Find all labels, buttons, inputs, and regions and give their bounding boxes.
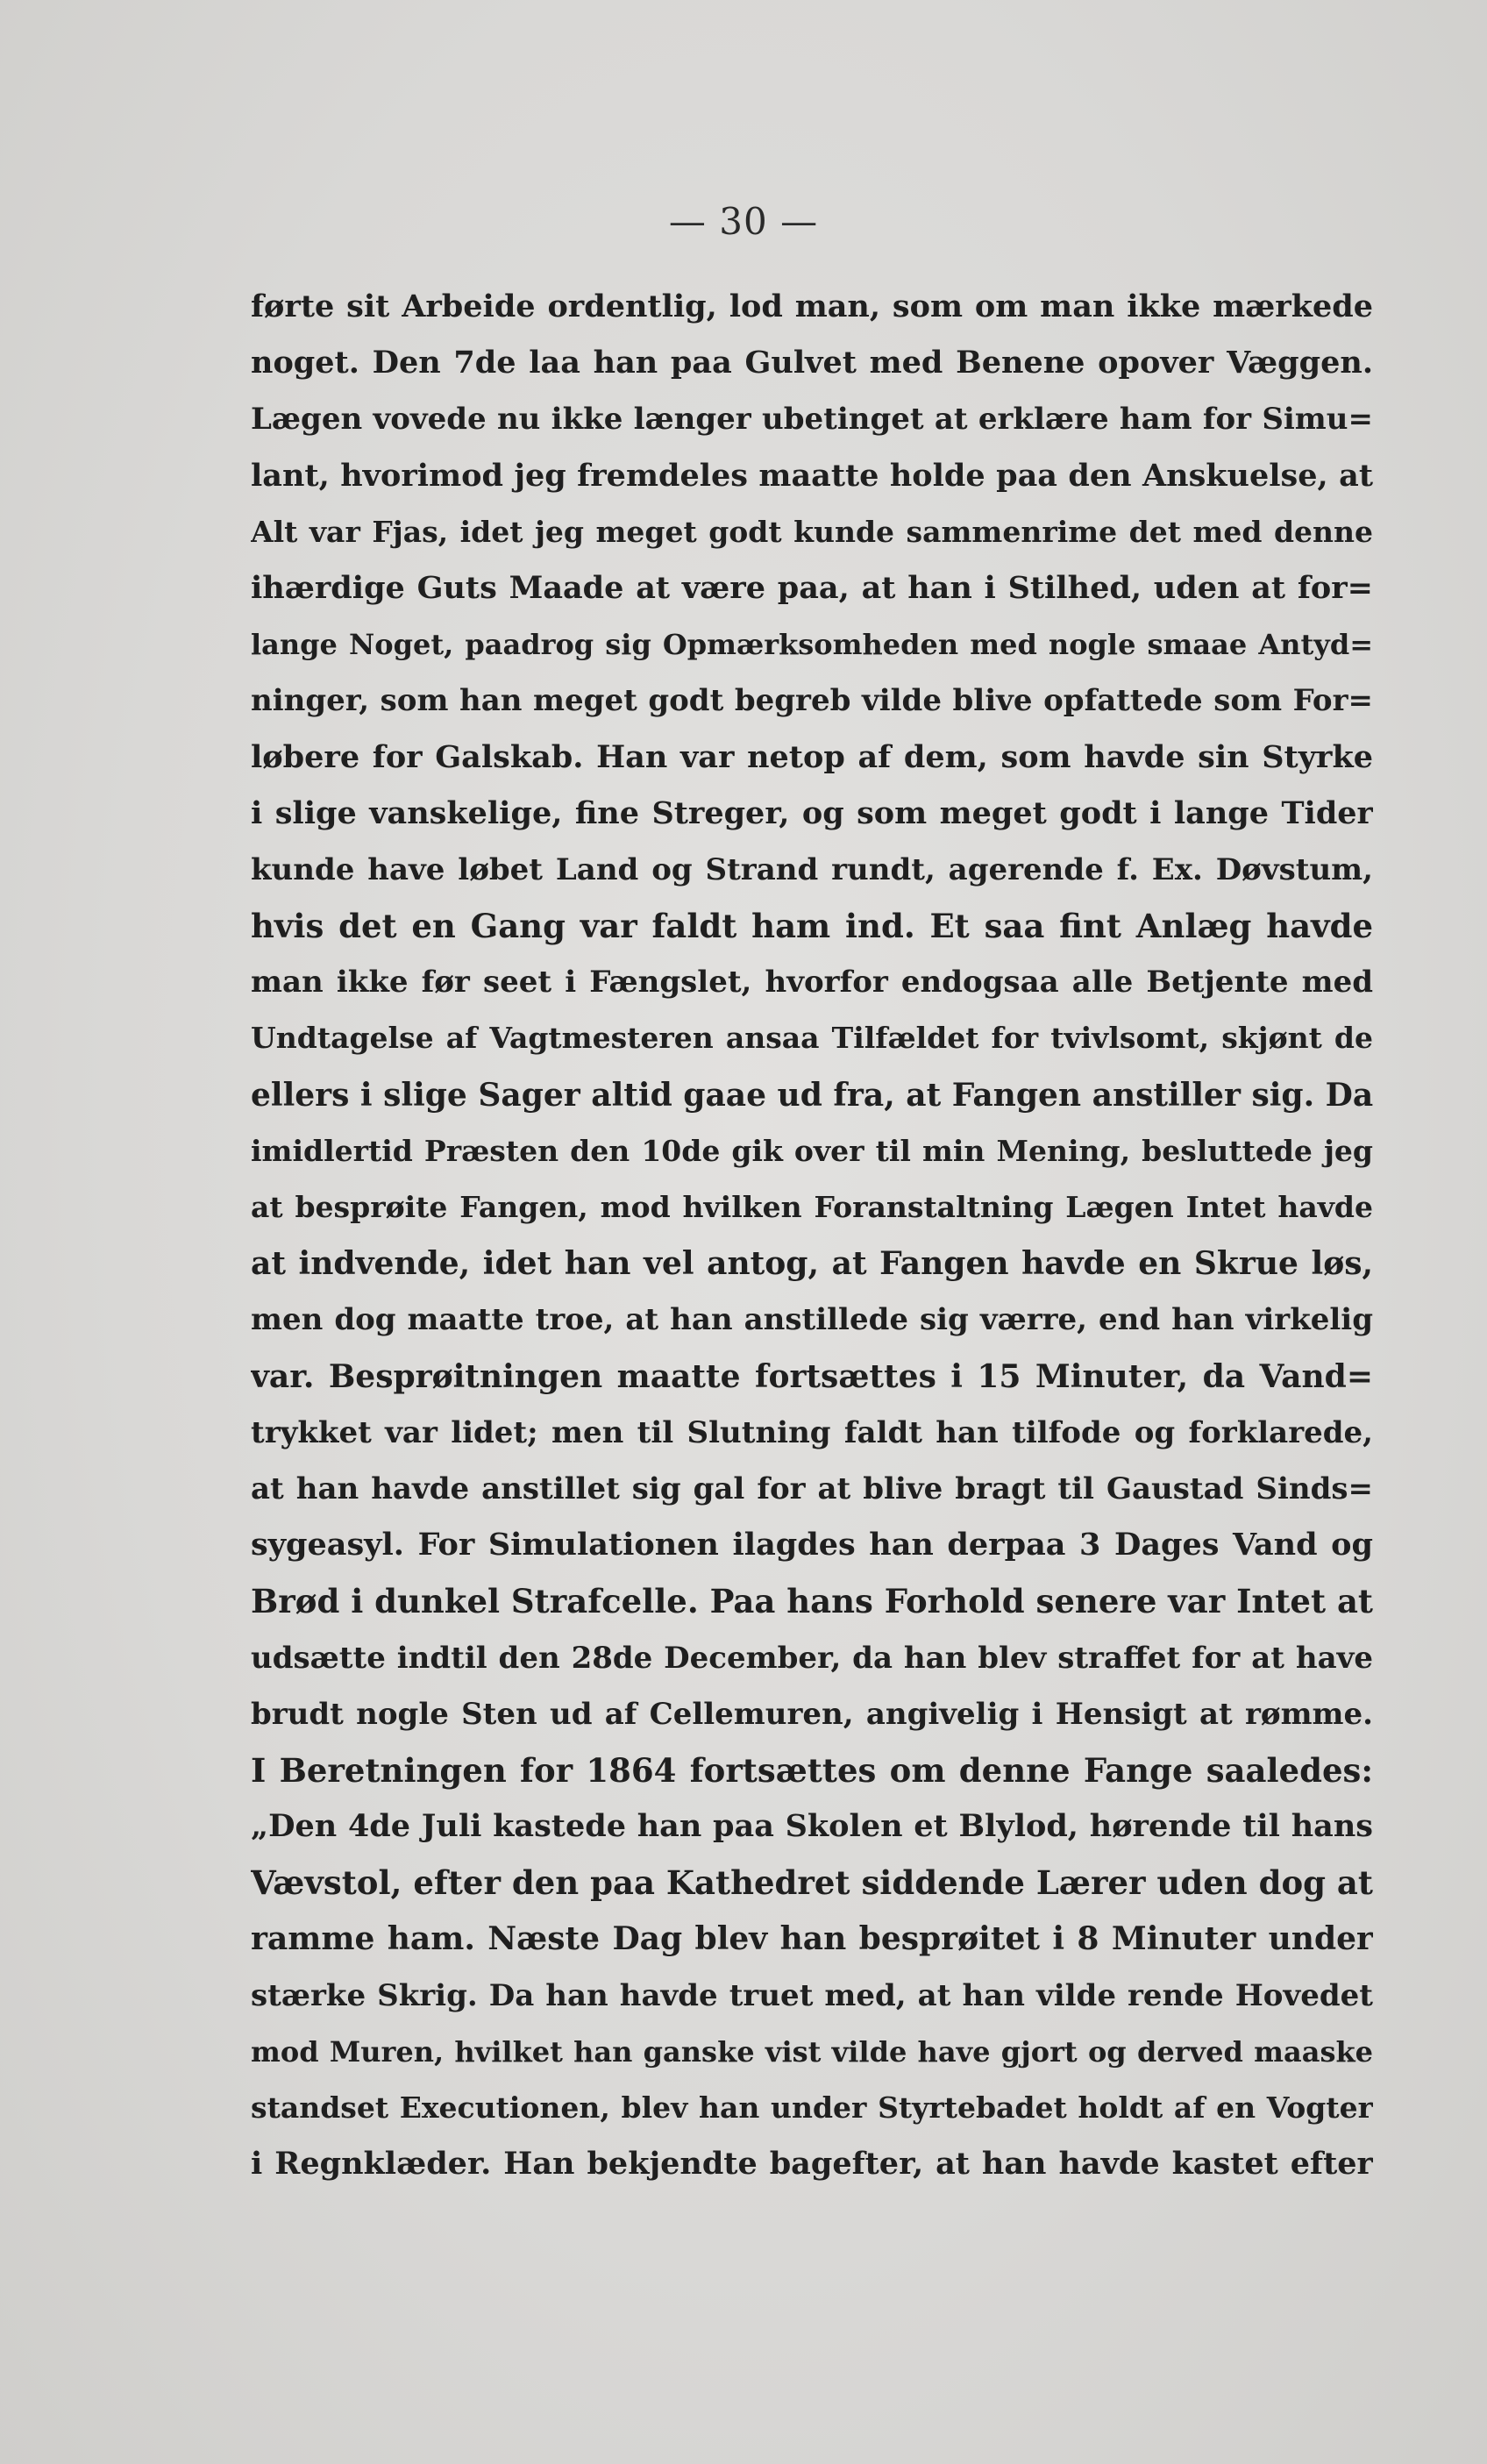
text-line: men dog maatte troe, at han anstillede sig værre, end han virkelig: [251, 1302, 1373, 1338]
text-line: lant, hvorimod jeg fremdeles maatte holde paa den Anskuelse, at: [251, 457, 1373, 494]
text-line: kunde have løbet Land og Strand rundt, agerende f. Ex. Døvstum,: [251, 851, 1373, 887]
text-line: løbere for Galskab. Han var netop af dem, som havde sin Styrke: [251, 738, 1373, 775]
text-line: trykket var lidet; men til Slutning faldt han tilfode og forklarede,: [251, 1414, 1373, 1450]
text-line: Brød i dunkel Strafcelle. Paa hans Forhold senere var Intet at: [251, 1582, 1373, 1621]
text-line: lange Noget, paadrog sig Opmærksomheden med nogle smaae Antyd=: [251, 628, 1373, 662]
text-line: ellers i slige Sager altid gaae ud fra, at Fangen anstiller sig. Da: [251, 1076, 1373, 1114]
text-line: var. Besprøitningen maatte fortsættes i 15 Minuter, da Vand=: [251, 1357, 1373, 1395]
text-line: førte sit Arbeide ordentlig, lod man, som om man ikke mærkede: [251, 288, 1373, 324]
text-line: standset Executionen, blev han under Styrtebadet holdt af en Vogter: [251, 2090, 1373, 2125]
text-line: mod Muren, hvilket han ganske vist vilde have gjort og derved maaske: [251, 2034, 1373, 2069]
text-line: stærke Skrig. Da han havde truet med, at han vilde rende Hovedet: [251, 1977, 1373, 2013]
text-line: Vævstol, efter den paa Kathedret siddende Lærer uden dog at: [251, 1863, 1373, 1903]
body-text: [251, 279, 1373, 2192]
text-line: „Den 4de Juli kastede han paa Skolen et Blylod, hørende til hans: [251, 1808, 1373, 1845]
text-line: udsætte indtil den 28de December, da han blev straffet for at have: [251, 1640, 1373, 1676]
text-line: Alt var Fjas, idet jeg meget godt kunde sammenrime det med denne: [251, 514, 1373, 549]
text-line: sygeasyl. For Simulationen ilagdes han derpaa 3 Dages Vand og: [251, 1527, 1373, 1563]
text-line: man ikke før seet i Fængslet, hvorfor endogsaa alle Betjente med: [251, 965, 1373, 1001]
text-line: noget. Den 7de laa han paa Gulvet med Benene opover Væggen.: [251, 345, 1373, 381]
text-line: ihærdige Guts Maade at være paa, at han i Stilhed, uden at for=: [251, 569, 1373, 606]
page-number: — 30 —: [668, 200, 819, 243]
text-line: hvis det en Gang var faldt ham ind. Et saa fint Anlæg havde: [251, 907, 1373, 946]
text-line: ramme ham. Næste Dag blev han besprøitet i 8 Minuter under: [251, 1920, 1373, 1958]
text-line: brudt nogle Sten ud af Cellemuren, angivelig i Hensigt at rømme.: [251, 1696, 1373, 1732]
text-line: Undtagelse af Vagtmesteren ansaa Tilfældet for tvivlsomt, skjønt de: [251, 1021, 1373, 1056]
text-line: I Beretningen for 1864 fortsættes om denne Fange saaledes:: [251, 1750, 1373, 1790]
text-line: ninger, som han meget godt begreb vilde blive opfattede som For=: [251, 683, 1373, 719]
text-line: i slige vanskelige, fine Streger, og som meget godt i lange Tider: [251, 794, 1373, 831]
text-line: imidlertid Præsten den 10de gik over til min Mening, besluttede jeg: [251, 1133, 1373, 1168]
text-line: Lægen vovede nu ikke længer ubetinget at erklære ham for Simu=: [251, 402, 1373, 438]
text-line: i Regnklæder. Han bekjendte bagefter, at han havde kastet efter: [251, 2146, 1373, 2183]
text-line: at indvende, idet han vel antog, at Fangen havde en Skrue løs,: [251, 1245, 1373, 1283]
text-line: at besprøite Fangen, mod hvilken Foranstaltning Lægen Intet havde: [251, 1190, 1373, 1224]
text-line: at han havde anstillet sig gal for at blive bragt til Gaustad Sinds=: [251, 1471, 1373, 1506]
